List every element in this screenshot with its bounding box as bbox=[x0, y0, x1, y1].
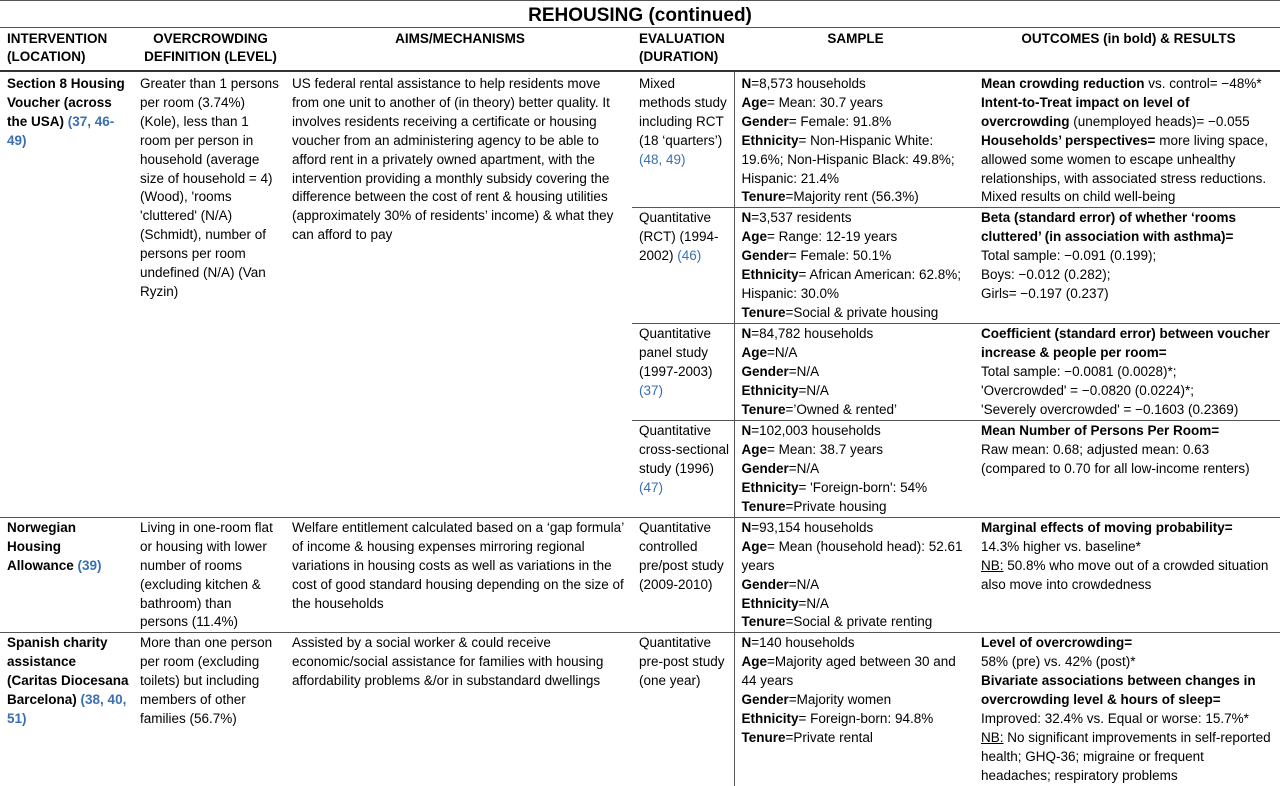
outcomes-cell: Beta (standard error) of whether ‘rooms cluttered’ (in association with asthma)= Total sample: −0.091 (0.199); Boys: −0.012 (0.282); Girls= −0.197 (0.237) bbox=[974, 208, 1280, 324]
intervention-cell bbox=[0, 71, 133, 517]
rehousing-table bbox=[0, 28, 1280, 786]
header-aims: AIMS/MECHANISMS bbox=[285, 28, 632, 71]
header-sample: SAMPLE bbox=[734, 28, 974, 71]
evaluation-cell: Quantitative (RCT) (1994-2002) (46) bbox=[632, 208, 734, 324]
outcomes-cell: Mean crowding reduction vs. control= −48%* Intent-to-Treat impact on level of overcrowding (unemployed heads)= −0.055 Households’ perspectives= more living space, allowed some women to escape unhealthy relationships, with associated stress reductions. Mixed results on child well-being bbox=[981, 76, 1269, 205]
outcomes-cell: Mean Number of Persons Per Room= Raw mean: 0.68; adjusted mean: 0.63 (compared to 0.70 for all low-income renters) bbox=[974, 420, 1280, 517]
header-evaluation: EVALUATION (DURATION) bbox=[632, 28, 734, 71]
table-title: REHOUSING (continued) bbox=[0, 0, 1280, 28]
intervention-cell: Norwegian Housing Allowance (39) bbox=[0, 517, 133, 632]
table-row bbox=[0, 633, 1280, 786]
evaluation-cell: Quantitative controlled pre/post study (2009-2010) bbox=[632, 517, 734, 632]
header-row bbox=[0, 28, 1280, 71]
sample-cell: N=3,537 residents Age= Range: 12-19 years Gender= Female: 50.1% Ethnicity= African American: 62.8%; Hispanic: 30.0% Tenure=Social & private housing bbox=[734, 208, 974, 324]
evaluation-cell: Quantitative panel study (1997-2003) (37) bbox=[632, 324, 734, 421]
outcomes-cell: Level of overcrowding= 58% (pre) vs. 42% (post)* Bivariate associations between changes in overcrowding level & hours of sleep= Improved: 32.4% vs. Equal or worse: 15.7%* NB: No significant improvements in self-reported health; GHQ-36; migraine or frequent headaches; respiratory problems bbox=[974, 633, 1280, 786]
header-outcomes: OUTCOMES (in bold) & RESULTS bbox=[974, 28, 1280, 71]
aims-cell: US federal rental assistance to help residents move from one unit to another of (in theory) better quality. It involves residents receiving a certificate or housing voucher from an administering agency to be able to afford rent in a privately owned apartment, with the intervention providing a monthly subsidy covering the difference between the cost of rent & housing utilities (approximately 30% of residents’ income) & what they can afford to pay bbox=[292, 76, 614, 243]
table-row bbox=[0, 71, 1280, 208]
aims-cell: Welfare entitlement calculated based on a ‘gap formula’ of income & housing expenses mirroring regional variations in housing costs as well as variations in the cost of good standard housing depending on the size of the households bbox=[285, 517, 632, 632]
evaluation-cell: Mixed methods study including RCT (18 ‘quarters’) (48, 49) bbox=[639, 76, 727, 167]
intervention-cell: Spanish charity assistance (Caritas Diocesana Barcelona) (38, 40, 51) bbox=[0, 633, 133, 786]
sample-cell: N=140 households Age=Majority aged between 30 and 44 years Gender=Majority women Ethnicity= Foreign-born: 94.8% Tenure=Private rental bbox=[734, 633, 974, 786]
sample-cell: N=8,573 households Age= Mean: 30.7 years Gender= Female: 91.8% Ethnicity= Non-Hispanic White: 19.6%; Non-Hispanic Black: 49.8%; Hispanic: 21.4% Tenure=Majority rent (56.3%) bbox=[734, 71, 974, 208]
intervention-ref: (37, 46-49) bbox=[7, 113, 115, 148]
evaluation-cell: Quantitative pre-post study (one year) bbox=[632, 633, 734, 786]
sample-cell: N=93,154 households Age= Mean (household head): 52.61 years Gender=N/A Ethnicity=N/A Tenure=Social & private renting bbox=[734, 517, 974, 632]
sample-cell: N=84,782 households Age=N/A Gender=N/A Ethnicity=N/A Tenure=’Owned & rented’ bbox=[734, 324, 974, 421]
header-intervention: INTERVENTION (LOCATION) bbox=[0, 28, 133, 71]
outcomes-cell: Marginal effects of moving probability= 14.3% higher vs. baseline* NB: 50.8% who move out of a crowded situation also move into crowdedness bbox=[974, 517, 1280, 632]
aims-cell: Assisted by a social worker & could receive economic/social assistance for families with housing affordability problems &/or in substandard dwellings bbox=[285, 633, 632, 786]
intervention-name: Section 8 Housing Voucher (across the USA) bbox=[7, 76, 125, 129]
definition-cell: Greater than 1 persons per room (3.74%) (Kole), less than 1 room per person in household (average size of household = 4) (Wood), 'rooms 'cluttered' (N/A) (Schmidt), number of persons per room undefined (N/A) (Van Ryzin) bbox=[140, 76, 279, 299]
sample-cell: N=102,003 households Age= Mean: 38.7 years Gender=N/A Ethnicity= 'Foreign-born': 54% Tenure=Private housing bbox=[734, 420, 974, 517]
evaluation-cell: Quantitative cross-sectional study (1996) (47) bbox=[632, 420, 734, 517]
definition-cell: Living in one-room flat or housing with lower number of rooms (excluding kitchen & bathroom) than persons (11.4%) bbox=[133, 517, 285, 632]
header-definition: OVERCROWDING DEFINITION (LEVEL) bbox=[133, 28, 285, 71]
table-row bbox=[0, 517, 1280, 632]
outcomes-cell: Coefficient (standard error) between voucher increase & people per room= Total sample: −0.0081 (0.0028)*; 'Overcrowded' = −0.0820 (0.0224)*; 'Severely overcrowded' = −0.1603 (0.2369) bbox=[974, 324, 1280, 421]
definition-cell: More than one person per room (excluding toilets) but including members of other families (56.7%) bbox=[133, 633, 285, 786]
